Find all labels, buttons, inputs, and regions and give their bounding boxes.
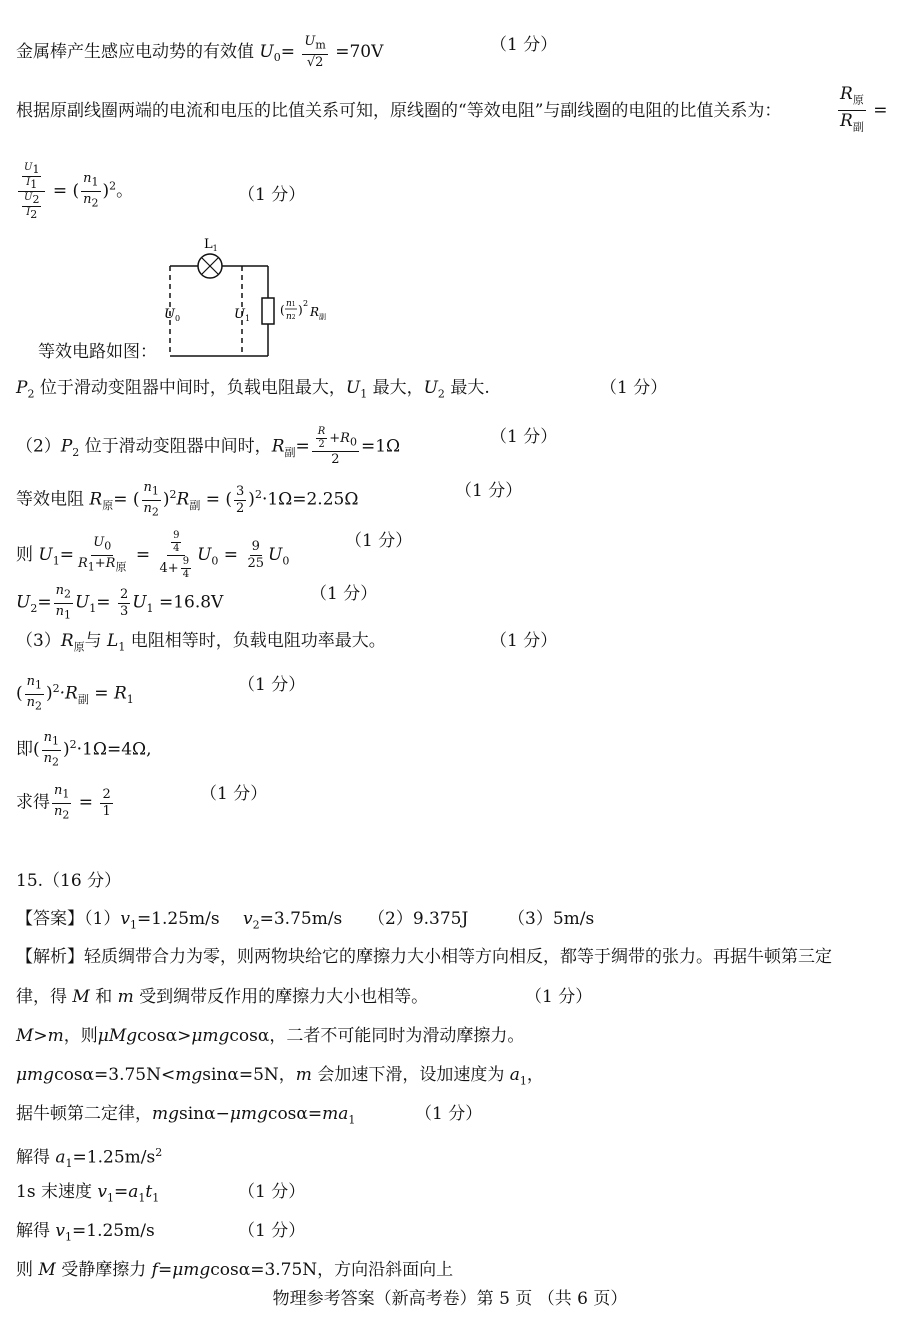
page-footer: 物理参考答案（新高考卷）第 5 页 （共 6 页） — [272, 1289, 628, 1309]
lamp-label: $L_1$ — [204, 237, 218, 253]
voltage-u0-label: $U_0$ — [164, 307, 181, 323]
svg-text:2: 2 — [303, 299, 309, 308]
ratio-r-yuan-r-fu: $\frac{R_原}{R_副}$ = — [840, 84, 888, 134]
score-mark: （1 分） — [238, 1221, 306, 1241]
line-u1-calc: 则 $U_1=$ $\frac{U_0}{R_1+R_原}$ = $\frac{9}{4}$ 4+ $\frac{9}{4}$ $U_0$ = $\frac{9}{25}$ $U_0$ — [16, 530, 290, 580]
score-mark: （1 分） — [238, 185, 306, 205]
analysis-line-6: 解得 $a_1=1.25m/s^2$ — [16, 1146, 163, 1171]
fraction: $\frac{U_m}{√2}$ — [304, 34, 326, 70]
score-mark: （1 分） — [525, 987, 593, 1007]
analysis-line-8: 解得 $v_1=1.25m/s$ — [16, 1221, 155, 1244]
line-equivalent-r-yuan: 等效电阻 $R_原=$ ( $\frac{n_1}{n_2}$ )$^2R_副$ = ( $\frac{3}{2}$ )$^2$·1Ω=2.25Ω — [16, 480, 359, 519]
score-mark: （1 分） — [415, 1104, 483, 1124]
line-u2-calc: $U_2=$ $\frac{n_2}{n_1}$ $U_1=$ $\frac{2}{3}$ $U_1 =16.8V$ — [16, 583, 224, 622]
line-ratio-4ohm: 即( $\frac{n_1}{n_2}$ )$^2$·1Ω=4Ω, — [16, 730, 152, 769]
analysis-line-4: μmgcosα=3.75N<mgsinα=5N，m 会加速下滑，设加速度为 $a_1$， — [16, 1065, 544, 1088]
line-ratio-result: 求得 $\frac{n_1}{n_2}$ = $\frac{2}{1}$ — [16, 783, 111, 822]
svg-text:R副: $R_副$ — [310, 305, 327, 321]
resistor-icon — [262, 298, 274, 324]
resistor-label: ( — [280, 303, 285, 317]
score-mark: （1 分） — [345, 531, 413, 551]
score-mark: （1 分） — [238, 675, 306, 695]
analysis-line-5: 据牛顿第二定律，$mgsin\alpha-\mu mgcos\alpha=ma_1$ — [16, 1104, 356, 1127]
line-ratio-formula: $\frac{\frac{U_1}{I_1}}{\frac{U_2}{I_2}}$ = ( $\frac{n_1}{n_2}$ )$^2$。 — [16, 162, 133, 221]
analysis-line-2: 律，得 M 和 m 受到绸带反作用的摩擦力大小也相等。 — [16, 987, 429, 1007]
voltage-u1-label: $U_1$ — [234, 307, 251, 323]
score-mark: （1 分） — [490, 427, 558, 447]
equivalent-circuit-diagram — [150, 228, 350, 362]
score-mark: （1 分） — [600, 378, 668, 398]
circuit-caption: 等效电路如图： — [38, 342, 157, 362]
score-mark: （1 分） — [200, 784, 268, 804]
line-equivalent-resistance-intro: 根据原副线圈两端的电流和电压的比值关系可知，原线圈的“等效电阻”与副线圈的电阻的比值关系为： — [16, 101, 782, 121]
question-15-heading: 15.（16 分） — [16, 871, 122, 891]
svg-text:n1: n1 — [286, 299, 296, 309]
answer-part2: （2）9.375J — [368, 909, 469, 929]
analysis-line-7: 1s 末速度 $v_1=a_1t_1$ — [16, 1182, 160, 1205]
analysis-line-3: M>m，则μMgcosα>μmgcosα，二者不可能同时为滑动摩擦力。 — [16, 1026, 525, 1046]
analysis-line-9: 则 M 受静摩擦力 f=μmgcosα=3.75N，方向沿斜面向上 — [16, 1260, 454, 1280]
analysis-line-1: 【解析】轻质绸带合力为零，则两物块给它的摩擦力大小相等方向相反，都等于绸带的张力。再据牛顿第三定 — [16, 947, 832, 967]
line-part3: $(3)R_原$与 $L_1$ 电阻相等时，负载电阻功率最大。 — [16, 631, 386, 654]
score-mark: （1 分） — [310, 584, 378, 604]
svg-text:n2: n2 — [286, 312, 296, 322]
answer-line: 【答案】$(1)v_1=1.25m/s$ — [16, 909, 220, 932]
score-mark: （1 分） — [490, 631, 558, 651]
score-mark: （1 分） — [490, 35, 558, 55]
answer-part3: （3）5m/s — [508, 909, 595, 929]
line-power-condition: ( $\frac{n_1}{n_2}$ )$^2\cdot R_副 = R_1$ — [16, 674, 134, 713]
line-p2-middle: $P_2$ 位于滑动变阻器中间时，负载电阻最大，$U_1$ 最大，$U_2$ 最大. — [16, 378, 490, 401]
answer-v2: $v_2=3.75m/s$ — [243, 909, 343, 932]
line-part2-r-fu: $(2)P_2$ 位于滑动变阻器中间时，$R_副=$ $\frac{R}{2}$ $+R_0$ 2 =1Ω — [16, 426, 401, 467]
score-mark: （1 分） — [455, 481, 523, 501]
compound-fraction: $\frac{\frac{U_1}{I_1}}{\frac{U_2}{I_2}}$ — [18, 162, 45, 221]
svg-text:): ) — [298, 303, 303, 317]
line-emf-effective: 金属棒产生感应电动势的有效值 $U_0=$ $\frac{U_m}{√2}$ =70V — [16, 34, 384, 70]
score-mark: （1 分） — [238, 1182, 306, 1202]
